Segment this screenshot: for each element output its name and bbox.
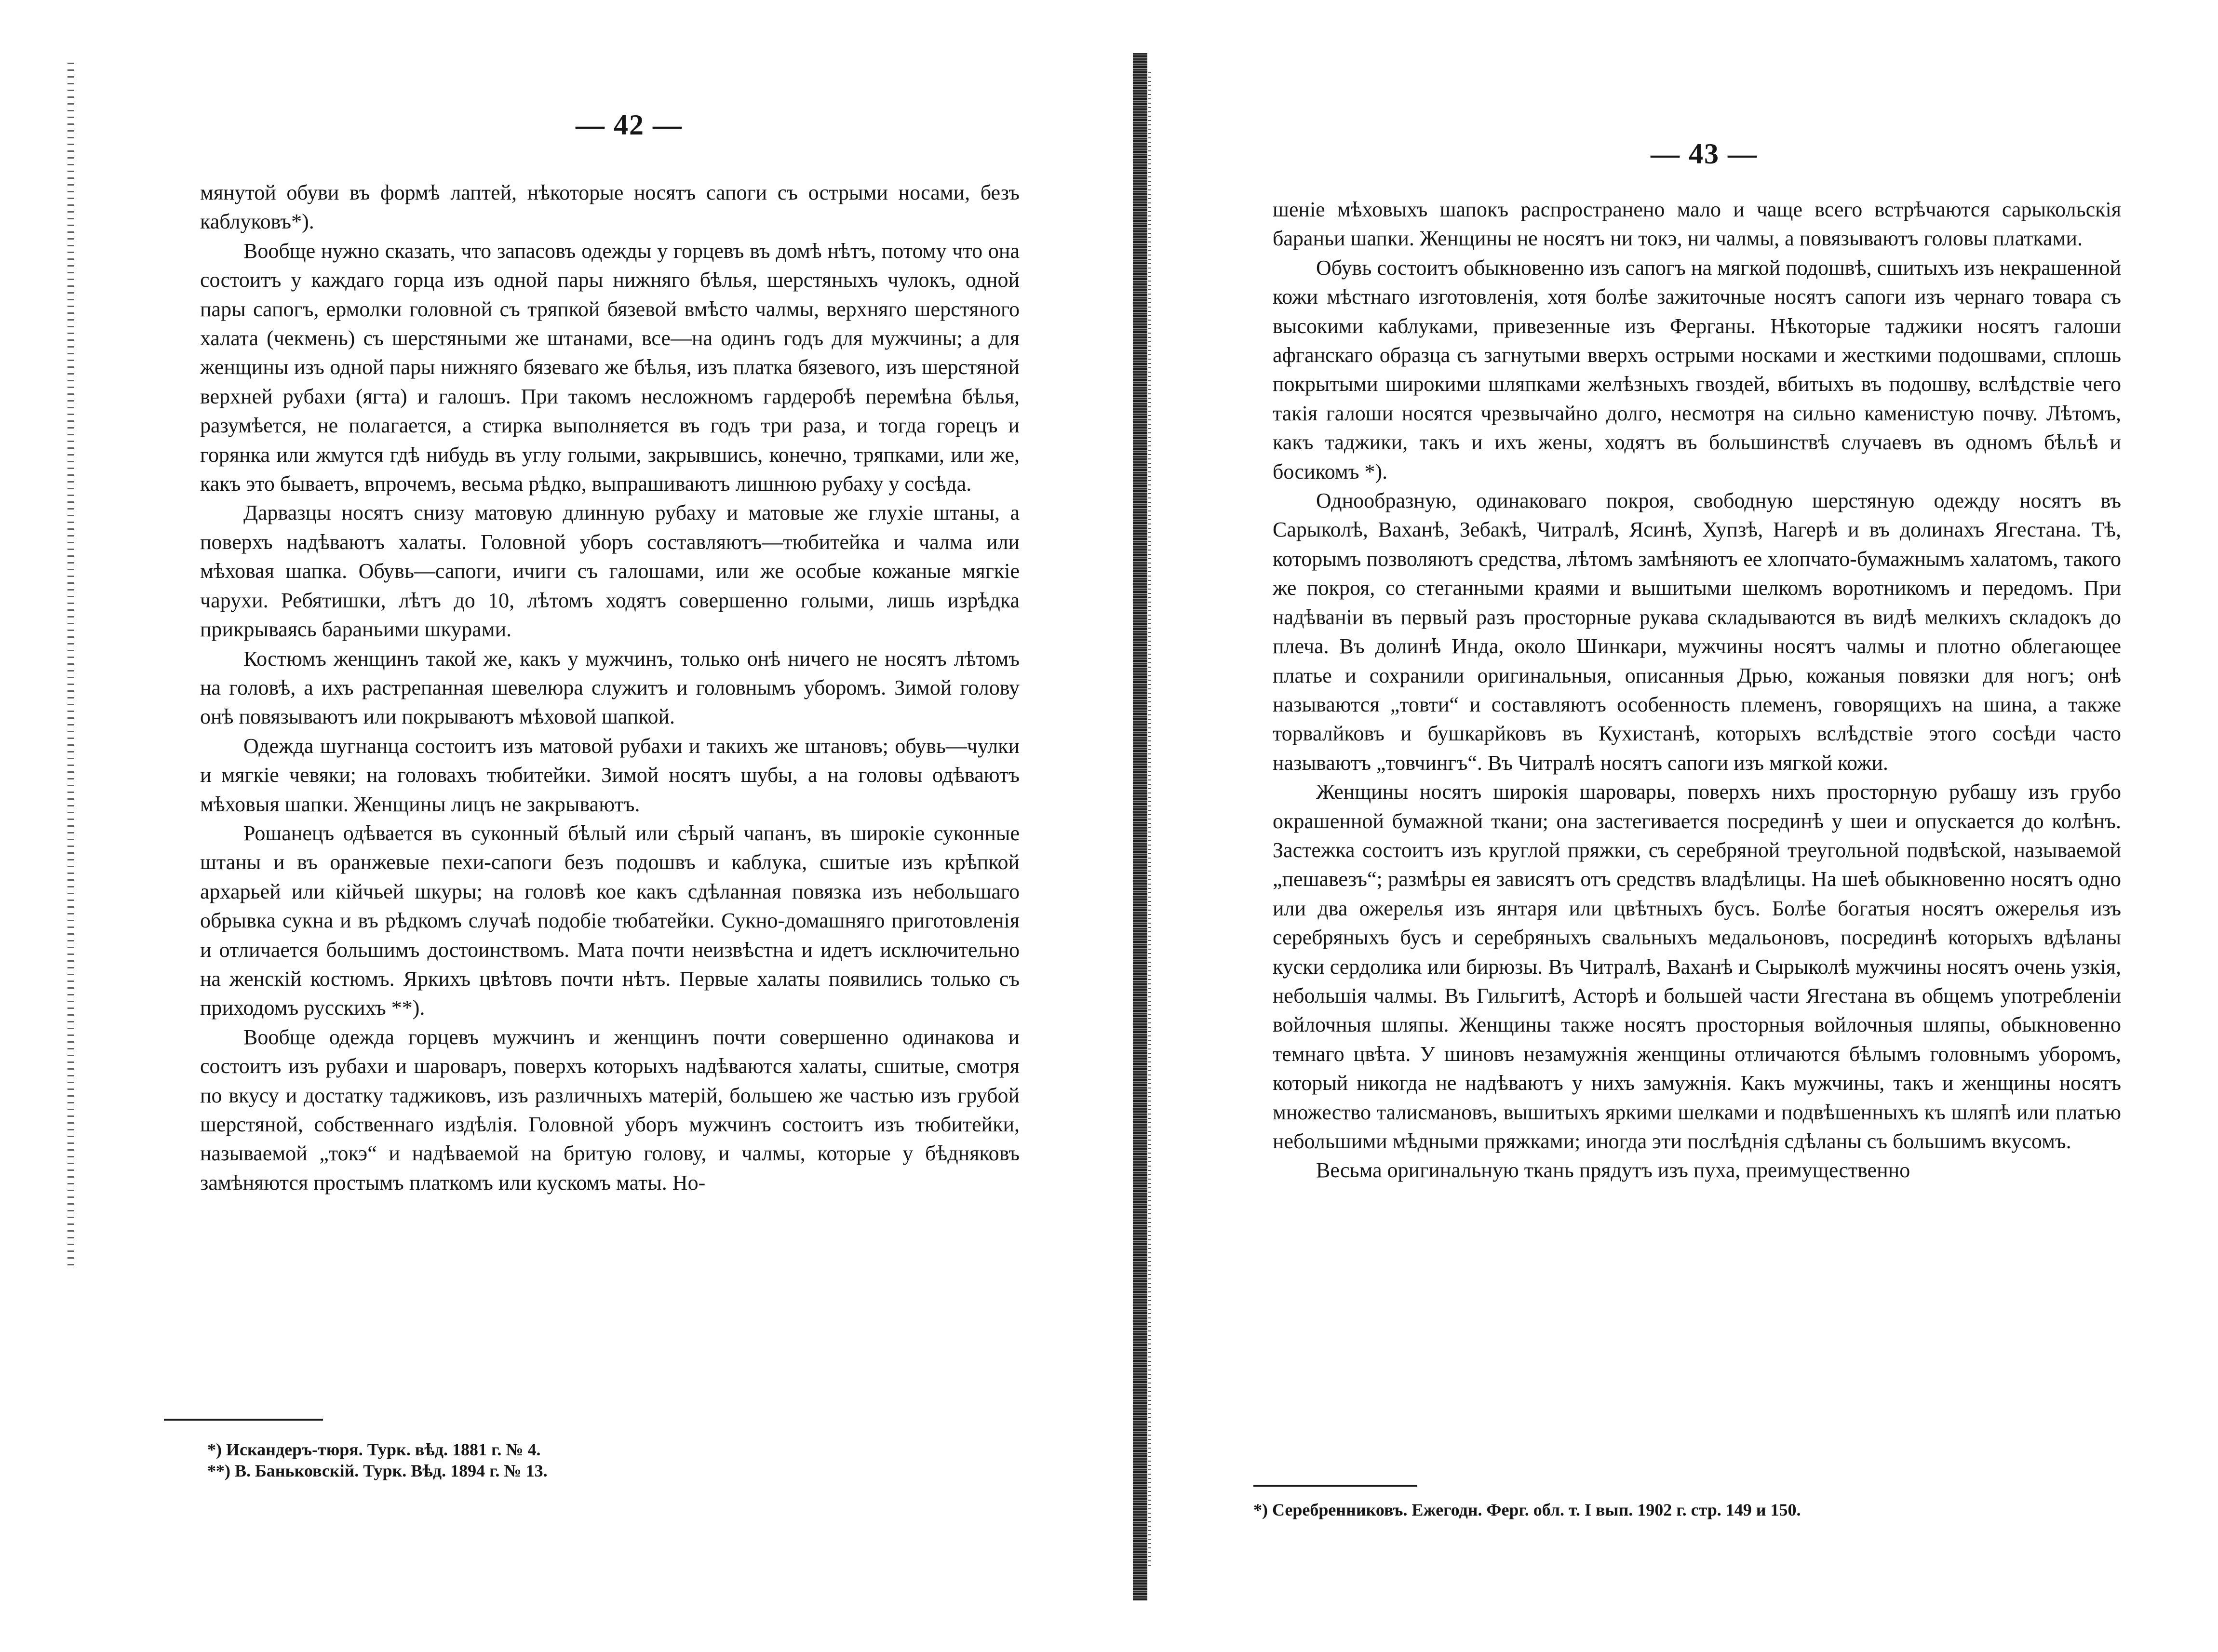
paragraph: мянутой обуви въ формѣ лаптей, нѣкоторые носятъ сапоги съ острыми носами, безъ каблуковъ*). [200, 181, 1020, 234]
paragraph: Одежда шугнанца состоитъ изъ матовой рубахи и такихъ же штановъ; обувь—чулки и мягкіе чевяки; на головахъ тюбитейки. Зимой носятъ шубы, а на головы одѣваютъ мѣховыя шапки. Женщины лицъ не закрываютъ. [200, 734, 1020, 816]
page-number: — 43 — [1651, 138, 1758, 170]
paragraph: Однообразную, одинаковаго покроя, свободную шерстяную одежду носятъ въ Сарыколѣ, Ваханѣ, Зебакѣ, Читралѣ, Ясинѣ, Хупзѣ, Нагерѣ и въ долинахъ Ягестана. Тѣ, которымъ позволяютъ средства, лѣтомъ замѣняютъ ее хлопчато-бумажнымъ халатомъ, такого же покроя, со стеганными краями и вышитыми шелкомъ воротникомъ и передомъ. При надѣваніи въ первый разъ просторные рукава складываются въ видѣ мелкихъ складокъ до плеча. Въ долинѣ Инда, около Шинкари, мужчины носятъ чалмы и плотно облегающее платье и сохранили оригинальныя, описанныя Дрью, кожаныя повязки для ногъ; онѣ называются „товти“ и составляютъ особенность племенъ, говорящихъ на шина, а также торвалйковъ и бушкарйковъ въ Кухистанѣ, которыхъ вслѣдствіе этого сосѣди часто называютъ „товчингъ“. Въ Читралѣ носятъ сапоги изъ мягкой кожи. [1273, 489, 2121, 775]
paragraph: Костюмъ женщинъ такой же, какъ у мужчинъ, только онѣ ничего не носятъ лѣтомъ на головѣ, а ихъ растрепанная шевелюра служитъ и головнымъ уборомъ. Зимой голову онѣ повязываютъ или покрываютъ мѣховой шапкой. [200, 646, 1020, 729]
paragraph: Рошанецъ одѣвается въ суконный бѣлый или сѣрый чапанъ, въ широкіе суконные штаны и въ оранжевые пехи-сапоги безъ подошвъ и каблука, сшитые изъ крѣпкой архарьей или кійчьей шкуры; на головѣ кое какъ сдѣланная повязка изъ небольшаго обрывка сукна и въ рѣдкомъ случаѣ подобіе тюбатейки. Сукно-домашняго приготовленія и отличается большимъ достоинствомъ. Мата почти неизвѣстна и идетъ исключительно на женскій костюмъ. Яркихъ цвѣтовъ почти нѣтъ. Первые халаты появились только съ приходомъ русскихъ **). [200, 821, 1020, 1020]
footnotes [207, 1439, 979, 1481]
paragraph: Вообще одежда горцевъ мужчинъ и женщинъ почти совершенно одинакова и состоитъ изъ рубахи и шароваръ, поверхъ которыхъ надѣваются халаты, сшитые, смотря по вкусу и достатку таджиковъ, изъ различныхъ матерій, большею же частью изъ грубой шерстяной, собственнаго издѣлія. Головной уборъ мужчинъ состоитъ изъ тюбитейки, называемой „токэ“ и надѣваемой на бритую голову, и чалмы, которые у бѣдняковъ замѣняются простымъ платкомъ или кускомъ маты. Но- [200, 1025, 1020, 1195]
right-page [1162, 0, 2218, 1652]
paragraph: Обувь состоитъ обыкновенно изъ сапогъ на мягкой подошвѣ, сшитыхъ изъ некрашенной кожи мѣстнаго изготовленія, хотя болѣе зажиточные носятъ сапоги изъ чернаго товара съ высокими каблуками, привезенные изъ Ферганы. Нѣкоторые таджики носятъ галоши афганскаго образца съ загнутыми вверхъ острыми носками и жесткими подошвами, сплошь покрытыми широкими шляпками желѣзныхъ гвоздей, вбитыхъ въ подошву, вслѣдствіе чего такія галоши носятся чрезвычайно долго, несмотря на сильно каменистую почву. Лѣтомъ, какъ таджики, такъ и ихъ жены, ходятъ въ большинствѣ случаевъ въ одномъ бѣльѣ и босикомъ *). [1273, 255, 2121, 484]
paragraph: Женщины носятъ широкія шаровары, поверхъ нихъ просторную рубашу изъ грубо окрашенной бумажной ткани; она застегивается посрединѣ у шеи и опускается до колѣнъ. Застежка состоитъ изъ круглой пряжки, съ серебряной треугольной подвѣской, называемой „пешавезъ“; размѣры ея зависятъ отъ средствъ владѣлицы. На шеѣ обыкновенно носятъ одно или два ожерелья изъ янтаря или цвѣтныхъ бусъ. Болѣе богатыя носятъ ожерелья изъ серебряныхъ бусъ и серебряныхъ свальныхъ медальоновъ, посрединѣ которыхъ вдѣланы куски сердолика или бирюзы. Въ Читралѣ, Ваханѣ и Сырыколѣ мужчины носятъ очень узкія, небольшія чалмы. Въ Гильгитѣ, Асторѣ и большей части Ягестана въ общемъ употребленіи войлочныя шляпы. Женщины также носятъ просторныя войлочныя шляпы, обыкновенно темнаго цвѣта. У шиновъ незамужнія женщины отличаются бѣлымъ головнымъ уборомъ, который никогда не надѣваютъ у нихъ замужнія. Какъ мужчины, такъ и женщины носятъ множество талисмановъ, вышитыхъ яркими шелками и подвѣшенныхъ къ шляпѣ или платью небольшими мѣдными пряжками; иногда эти послѣднія сдѣланы съ большимъ вкусомъ. [1273, 780, 2121, 1153]
body-text [1273, 195, 2121, 1185]
footnote: **) В. Баньковскій. Турк. Вѣд. 1894 г. № 13. [207, 1461, 548, 1480]
footnote-divider [1253, 1485, 1417, 1487]
footnotes [1253, 1499, 2169, 1520]
book-binding [1133, 53, 1147, 1600]
paragraph: шеніе мѣховыхъ шапокъ распространено мало и чаще всего встрѣчаются сарыкольскія бараньи шапки. Женщины не носятъ ни токэ, ни чалмы, а повязываютъ головы платками. [1273, 198, 2121, 251]
body-text [200, 178, 1020, 1197]
binding-edge [1148, 72, 1151, 1567]
page-number: — 42 — [576, 109, 683, 141]
footnote: *) Искандеръ-тюря. Турк. вѣд. 1881 г. № 4. [207, 1440, 541, 1459]
paragraph: Весьма оригинальную ткань прядутъ изъ пуха, преимущественно [1316, 1158, 1910, 1182]
paragraph: Вообще нужно сказать, что запасовъ одежды у горцевъ въ домѣ нѣтъ, потому что она состоитъ у каждаго горца изъ одной пары нижняго бѣлья, шерстяныхъ чулокъ, одной пары сапогъ, ермолки головной съ тряпкой бязевой вмѣсто чалмы, верхняго шерстяного халата (чекмень) съ шерстяными же штанами, все—на одинъ годъ для мужчины; а для женщины изъ одной пары нижняго бязеваго же бѣлья, изъ платка бязевого, изъ шерстяной верхней рубахи (ягта) и галошъ. При такомъ несложномъ гардеробѣ перемѣна бѣлья, разумѣется, не полагается, а стирка выполняется въ годъ три раза, и тогда горецъ и горянка или жмутся гдѣ нибудь въ углу голыми, закрывшись, конечно, тряпками, или же, какъ это бываетъ, впрочемъ, весьма рѣдко, выпрашиваютъ лишнюю рубаху у сосѣда. [200, 239, 1020, 496]
footnote: *) Серебренниковъ. Ежегодн. Ферг. обл. т. I вып. 1902 г. стр. 149 и 150. [1253, 1500, 1801, 1519]
footnote-divider [164, 1419, 323, 1421]
paragraph: Дарвазцы носятъ снизу матовую длинную рубаху и матовые же глухіе штаны, а поверхъ надѣваютъ халаты. Головной уборъ составляютъ—тюбитейка и чалма или мѣховая шапка. Обувь—сапоги, ичиги съ галошами, или же особые кожаные мягкіе чарухи. Ребятишки, лѣтъ до 10, лѣтомъ ходятъ совершенно голыми, лишь изрѣдка прикрываясь бараньими шкурами. [200, 501, 1020, 642]
